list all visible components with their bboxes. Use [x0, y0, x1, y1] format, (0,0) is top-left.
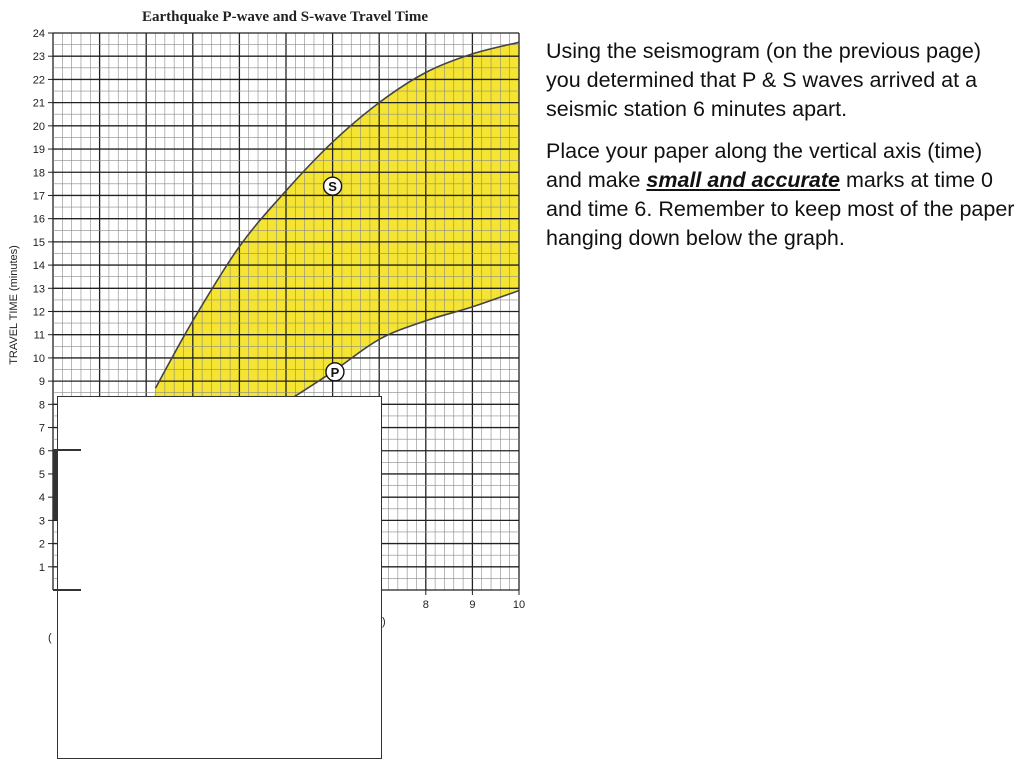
instruction-text-after: marks at time 0 and time 6. Remember to keep most of the paper hanging down below the graph. [546, 168, 1015, 250]
y-tick-label: 11 [33, 329, 45, 342]
y-tick-label: 23 [32, 51, 45, 64]
paper-strip-edge [53, 450, 57, 520]
y-tick-label: 3 [38, 515, 45, 528]
y-tick-label: 12 [32, 306, 45, 319]
y-tick-label: 19 [32, 144, 45, 157]
y-tick-label: 7 [38, 422, 45, 435]
instructions-panel [546, 37, 1016, 266]
y-tick-label: 10 [32, 352, 45, 365]
y-tick-label: 1 [38, 561, 45, 574]
instruction-emphasis: small and accurate [646, 168, 841, 192]
instruction-paragraph-1: Using the seismogram (on the previous page) you determined that P & S waves arrived at a seismic station 6 minutes apart. [546, 39, 981, 121]
paper-strip[interactable] [57, 396, 382, 759]
y-axis-label: TRAVEL TIME (minutes) [8, 245, 20, 365]
y-tick-label: 17 [32, 190, 45, 203]
y-tick-label: 6 [38, 445, 45, 458]
y-tick-label: 16 [32, 213, 45, 226]
chart-title: Earthquake P-wave and S-wave Travel Time [142, 9, 428, 25]
y-tick-label: 18 [32, 167, 45, 180]
obscured-axis-paren: ( [48, 632, 52, 644]
y-tick-label: 9 [38, 376, 45, 389]
y-tick-label: 22 [32, 74, 45, 87]
instruction-text-before: Place your paper along the vertical axis (time) and make [546, 139, 983, 192]
y-tick-label: 21 [32, 97, 45, 110]
y-tick-label: 8 [38, 399, 45, 412]
x-tick-label: 8 [422, 599, 429, 611]
y-tick-label: 2 [38, 538, 45, 551]
x-tick-label: 10 [512, 599, 526, 611]
obscured-unit-paren: ) [382, 616, 386, 628]
y-tick-label: 13 [32, 283, 45, 296]
y-tick-label: 4 [38, 492, 45, 505]
y-tick-label: 20 [32, 120, 45, 133]
paper-mark-time-0 [53, 589, 81, 591]
curve-label-p: P [330, 364, 340, 380]
y-tick-label: 15 [32, 236, 45, 249]
y-tick-label: 14 [32, 260, 45, 273]
x-tick-label: 9 [469, 599, 476, 611]
y-tick-label: 24 [32, 28, 45, 40]
y-tick-label: 5 [38, 468, 45, 481]
curve-label-s: S [328, 179, 337, 195]
paper-mark-time-6 [53, 449, 81, 451]
instruction-paragraph-2 [546, 137, 1016, 253]
